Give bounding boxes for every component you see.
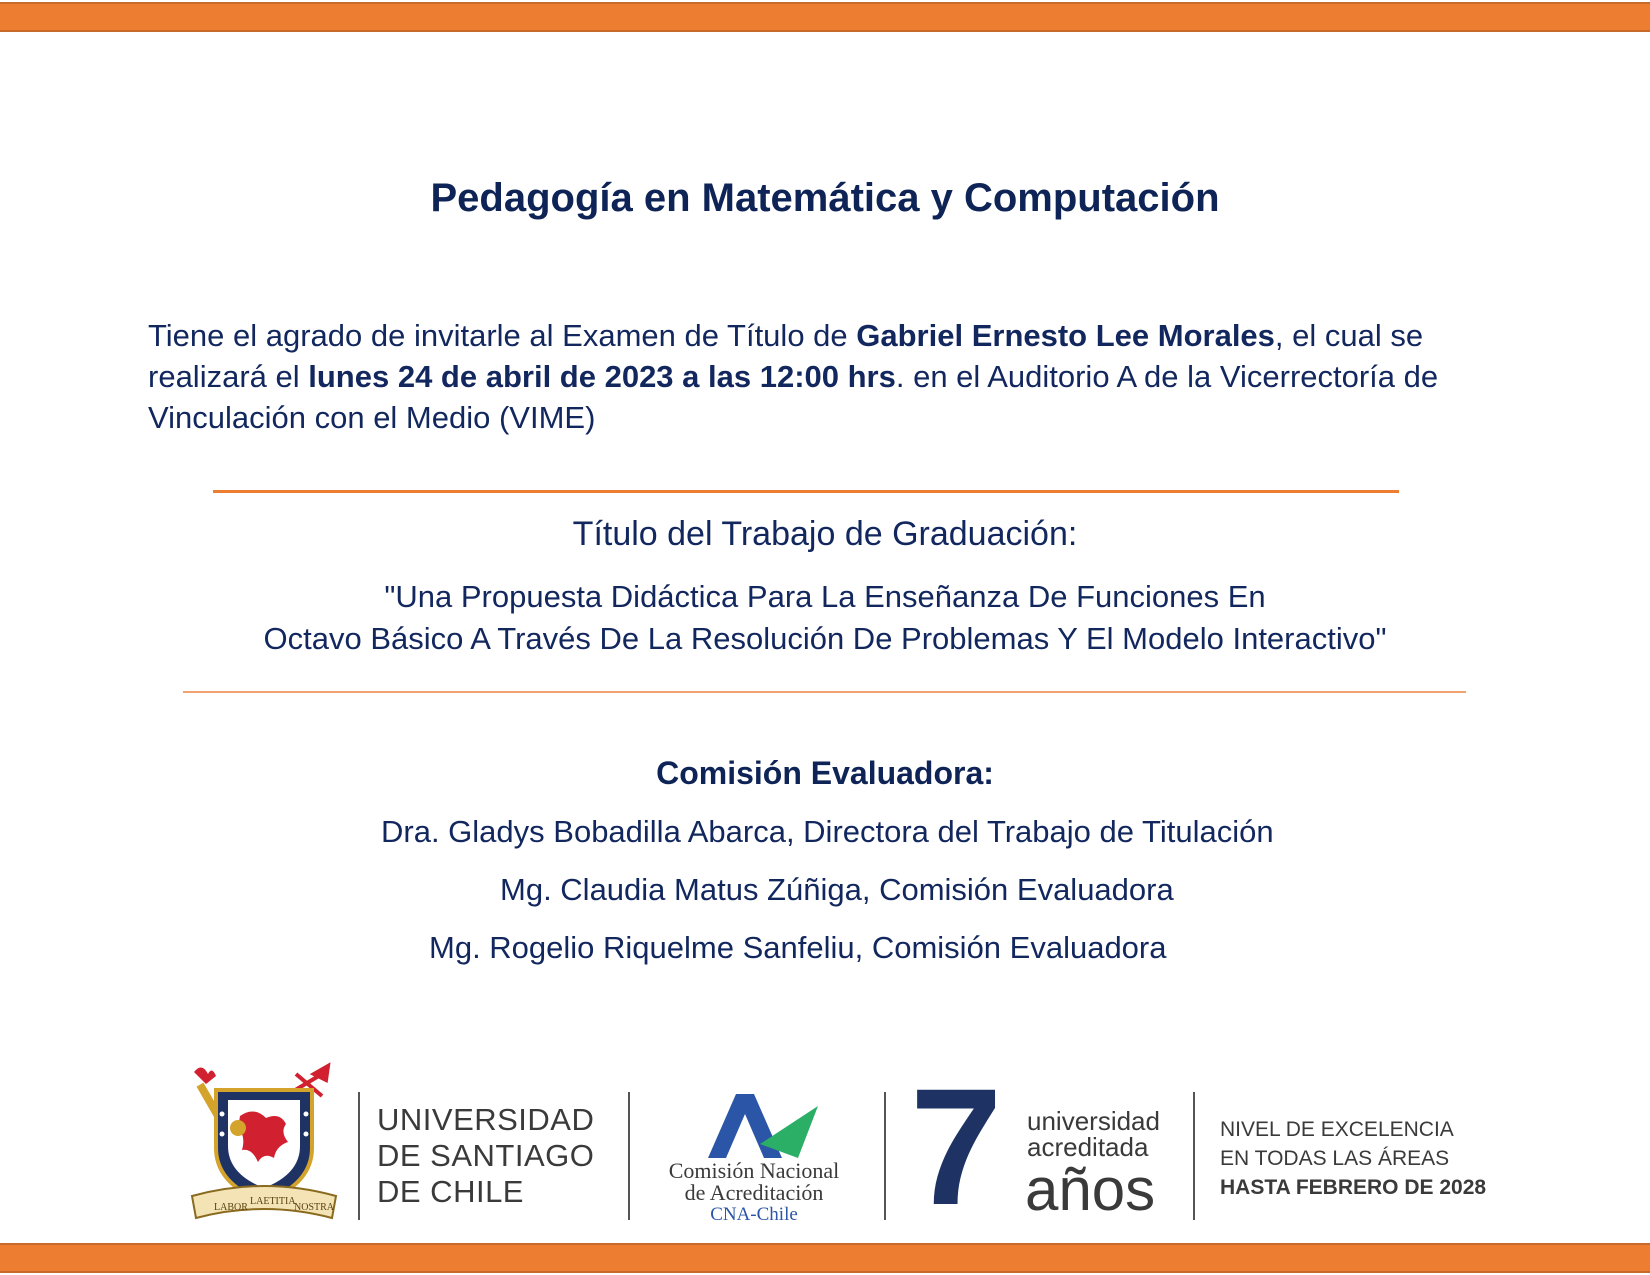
- cna-logo-icon: [700, 1090, 830, 1160]
- cna-line-1: Comisión Nacional: [668, 1158, 840, 1183]
- invitation-paragraph: [148, 315, 1508, 438]
- thesis-title: [0, 576, 1650, 660]
- crest-motto-2: LAETITIA: [250, 1196, 296, 1207]
- university-line-2: DE SANTIAGO: [377, 1138, 595, 1173]
- exam-location: . en el Auditorio A de la Vicerrectoría de Vinculación con el Medio (VIME): [148, 359, 1439, 435]
- thesis-title-line-2: Octavo Básico A Través De La Resolución De Problemas Y El Modelo Interactivo": [263, 621, 1387, 656]
- excellence-line-3: HASTA FEBRERO DE 2028: [1220, 1176, 1487, 1199]
- divider-bottom: [183, 691, 1466, 693]
- accreditation-unit: años: [1025, 1156, 1156, 1223]
- committee-member: Dra. Gladys Bobadilla Abarca, Directora del Trabajo de Titulación: [381, 814, 1274, 849]
- top-accent-bar: [0, 2, 1650, 32]
- university-line-3: DE CHILE: [377, 1174, 524, 1209]
- cna-abbreviation: CNA-Chile: [710, 1204, 798, 1225]
- university-crest-icon: [188, 1062, 340, 1224]
- footer-separator: [358, 1092, 360, 1220]
- excellence-statement: [1220, 1115, 1486, 1202]
- invitation-mid: , el cual se realizará el: [148, 318, 1424, 394]
- exam-datetime: lunes 24 de abril de 2023 a las 12:00 hrs: [308, 359, 896, 394]
- thesis-title-line-1: "Una Propuesta Didáctica Para La Enseñanza De Funciones En: [384, 579, 1266, 614]
- committee-label: Comisión Evaluadora:: [656, 755, 994, 791]
- accreditation-years-number: 7: [910, 1055, 1003, 1240]
- excellence-line-2: EN TODAS LAS ÁREAS: [1220, 1147, 1450, 1170]
- university-line-1: UNIVERSIDAD: [377, 1102, 595, 1137]
- committee-member: Mg. Rogelio Riquelme Sanfeliu, Comisión Evaluadora: [429, 930, 1167, 965]
- cna-line-2: de Acreditación: [684, 1180, 824, 1205]
- excellence-line-1: NIVEL DE EXCELENCIA: [1220, 1118, 1454, 1141]
- crest-motto-3: NOSTRA: [294, 1202, 335, 1213]
- accreditation-line-1: universidad: [1027, 1106, 1160, 1136]
- thesis-label: Título del Trabajo de Graduación:: [572, 515, 1078, 553]
- committee-member: Mg. Claudia Matus Zúñiga, Comisión Evaluadora: [500, 872, 1174, 907]
- accreditation-line-2: acreditada: [1027, 1132, 1149, 1162]
- divider-top: [213, 490, 1399, 493]
- footer-logos: [0, 1055, 1650, 1240]
- accreditation-label: [1027, 1108, 1160, 1160]
- invitation-intro: Tiene el agrado de invitarle al Examen de Título de: [148, 318, 857, 353]
- crest-motto-1: LABOR: [214, 1202, 248, 1213]
- cna-wordmark: [648, 1160, 860, 1226]
- bottom-accent-bar: [0, 1243, 1650, 1273]
- program-title: Pedagogía en Matemática y Computación: [430, 176, 1220, 220]
- university-wordmark: [377, 1102, 594, 1210]
- student-name: Gabriel Ernesto Lee Morales: [856, 318, 1275, 353]
- footer-separator: [884, 1092, 886, 1220]
- footer-separator: [628, 1092, 630, 1220]
- footer-separator: [1193, 1092, 1195, 1220]
